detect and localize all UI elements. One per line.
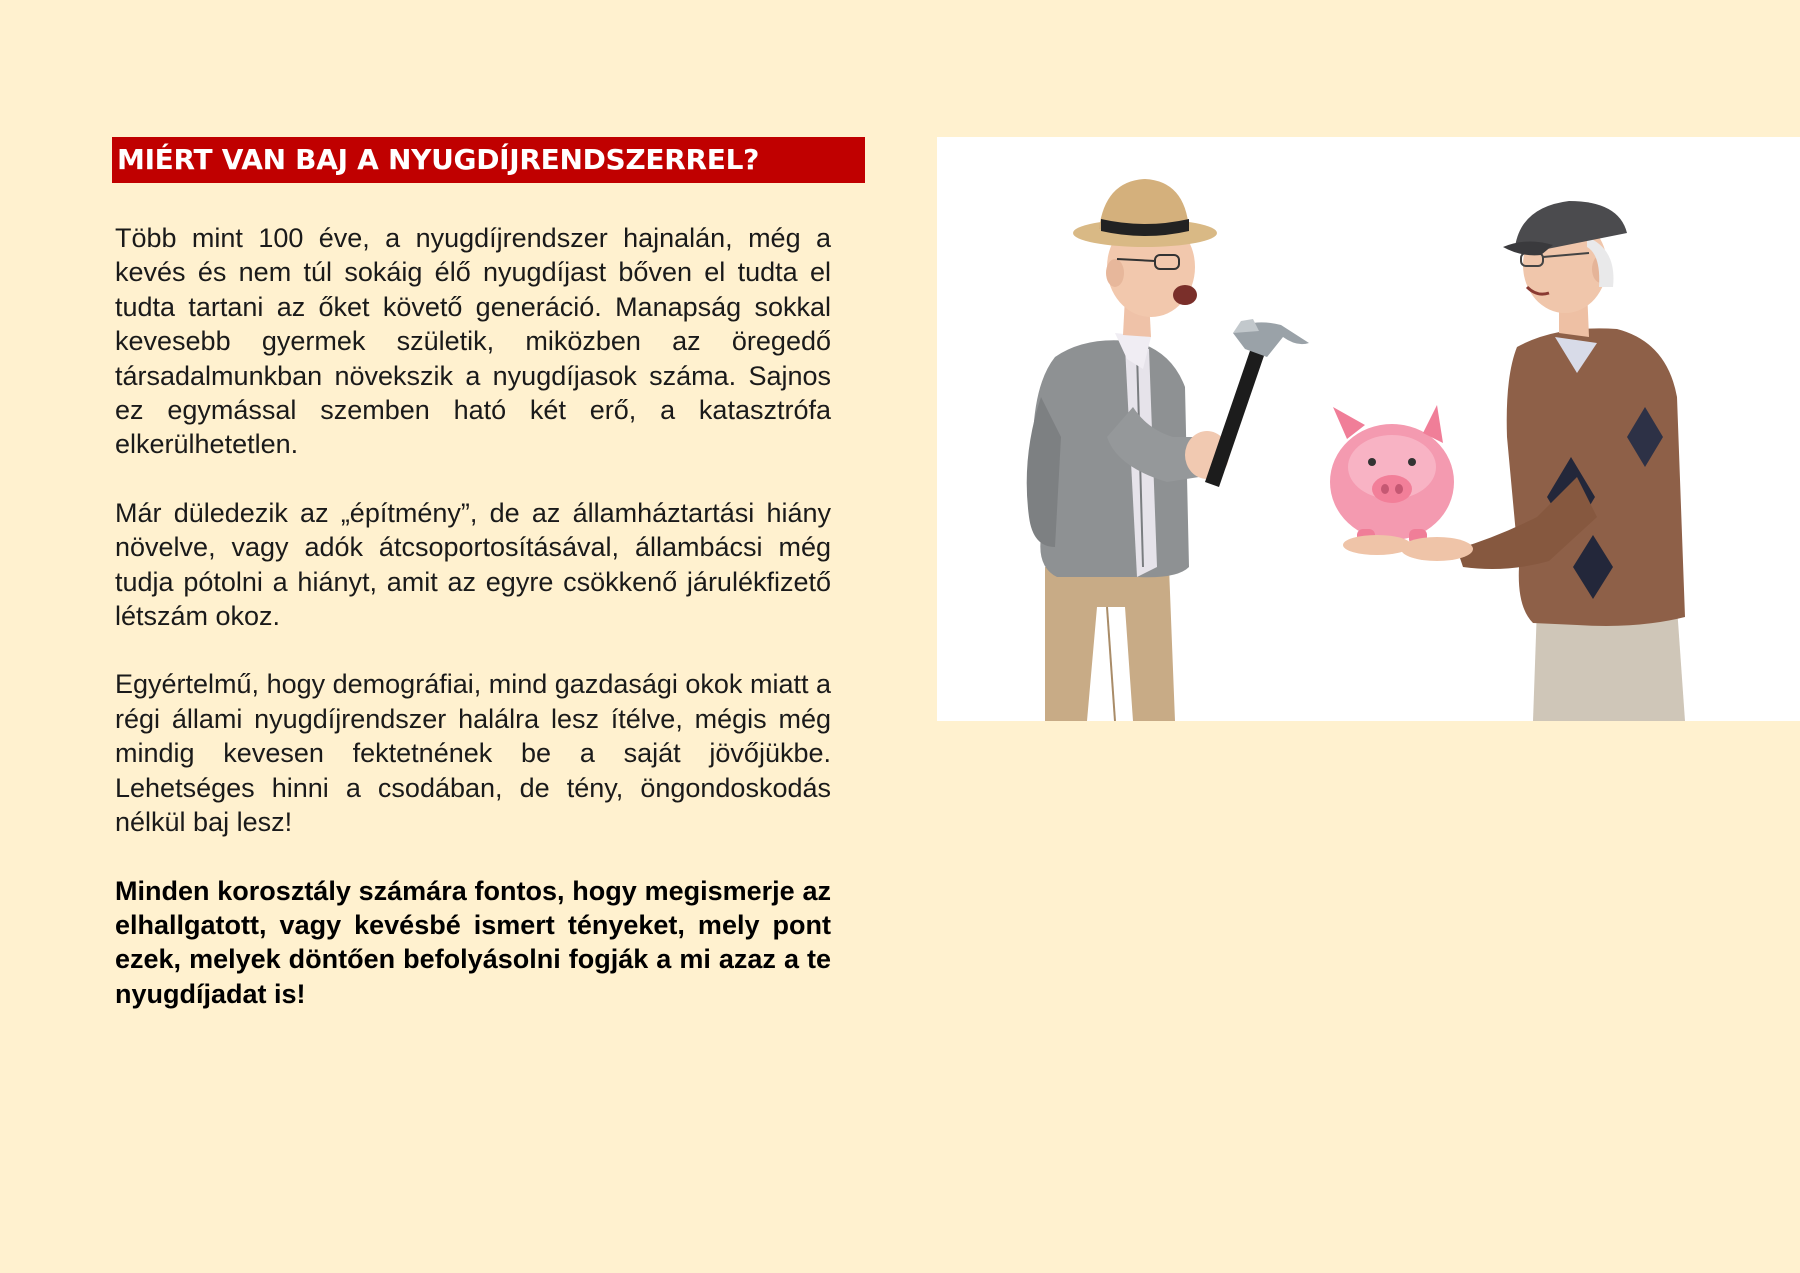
page-title: MIÉRT VAN BAJ A NYUGDÍJRENDSZERREL?	[117, 143, 760, 176]
paragraph-conclusion: Egyértelmű, hogy demográfiai, mind gazdasági okok miatt a régi állami nyugdíjrendszer halálra lesz ítélve, mégis még mindig kevesen fektetnének be a saját jövőjükbe. Lehetséges hinni a csodában, de tény, öngondoskodás nélkül baj lesz!	[115, 669, 831, 838]
paragraph-call-to-action: Minden korosztály számára fontos, hogy megismerje az elhallgatott, vagy kevésbé ismert tényeket, mely pont ezek, melyek döntően befolyásolni fogják a mi azaz a te nyugdíjadat is!	[115, 875, 831, 1009]
paragraph-history: Több mint 100 éve, a nyugdíjrendszer hajnalán, még a kevés és nem túl sokáig élő nyugdíjast bőven el tudta el tudta tartani az őket követő generáció. Manapság sokkal kevesebb gyermek születik, miközben az öregedő társadalmunkban növekszik a nyugdíjasok száma. Sajnos ez egymással szemben ható két erő, a katasztrófa elkerülhetetlen.	[115, 223, 831, 460]
paragraph-state-budget: Már düledezik az „építmény”, de az államháztartási hiány növelve, vagy adók átcsoportosításával, állambácsi még tudja pótolni a hiányt, amit az egyre csökkenő járulékfizető létszám okoz.	[115, 497, 831, 632]
article-body	[115, 221, 831, 1045]
illustration-photo	[937, 137, 1800, 721]
title-banner	[112, 137, 865, 183]
elderly-men-piggy-bank-illustration	[937, 137, 1800, 721]
